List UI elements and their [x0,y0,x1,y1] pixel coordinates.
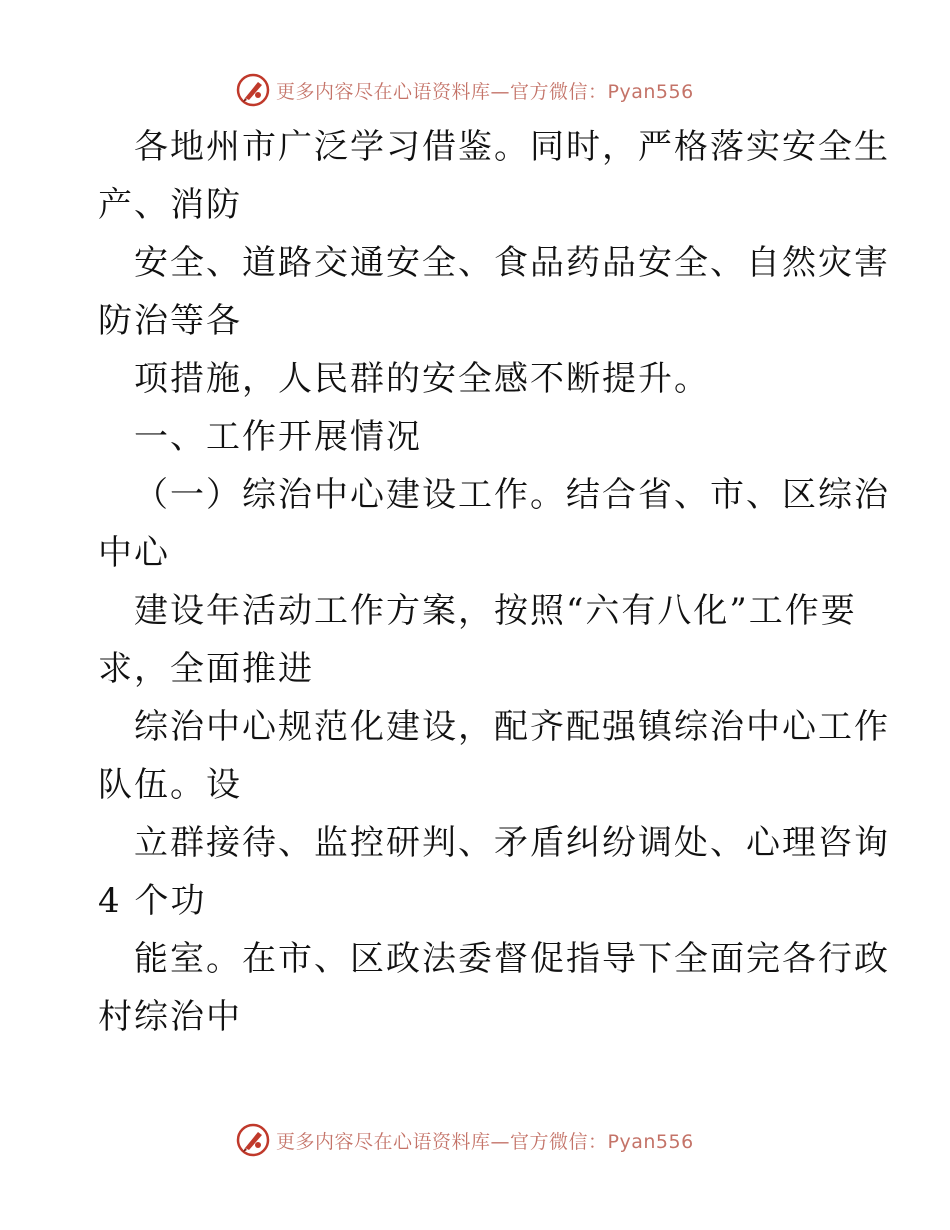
text-line: 产、消防 [98,185,242,225]
text-line: 村综治中 [98,997,242,1037]
text-line: 立群接待、监控研判、矛盾纠纷调处、心理咨询 [134,823,890,863]
text-line: 4 个功 [98,881,207,921]
text-line: （一）综治中心建设工作。结合省、市、区综治 [134,475,890,515]
text-line: 中心 [98,533,170,573]
document-body [98,118,890,1046]
text-line: 项措施，人民群的安全感不断提升。 [134,359,710,399]
text-line: 防治等各 [98,301,242,341]
text-line: 各地州市广泛学习借鉴。同时，严格落实安全生 [134,127,890,167]
text-line: 安全、道路交通安全、食品药品安全、自然灾害 [134,243,890,283]
text-line: 建设年活动工作方案，按照“六有八化”工作要 [134,591,857,631]
text-line: 能室。在市、区政法委督促指导下全面完各行政 [134,939,890,979]
footer-watermark [236,1122,694,1158]
watermark-text: 更多内容尽在心语资料库—官方微信：Pyan556 [276,80,694,103]
header-watermark [236,72,694,108]
text-line: 综治中心规范化建设，配齐配强镇综治中心工作 [134,707,890,747]
quill-logo-icon [236,73,270,107]
text-line: 队伍。设 [98,765,242,805]
text-line: 求，全面推进 [98,649,314,689]
quill-logo-icon [236,1123,270,1157]
section-heading: 一、工作开展情况 [134,417,422,457]
watermark-text: 更多内容尽在心语资料库—官方微信：Pyan556 [276,1130,694,1153]
